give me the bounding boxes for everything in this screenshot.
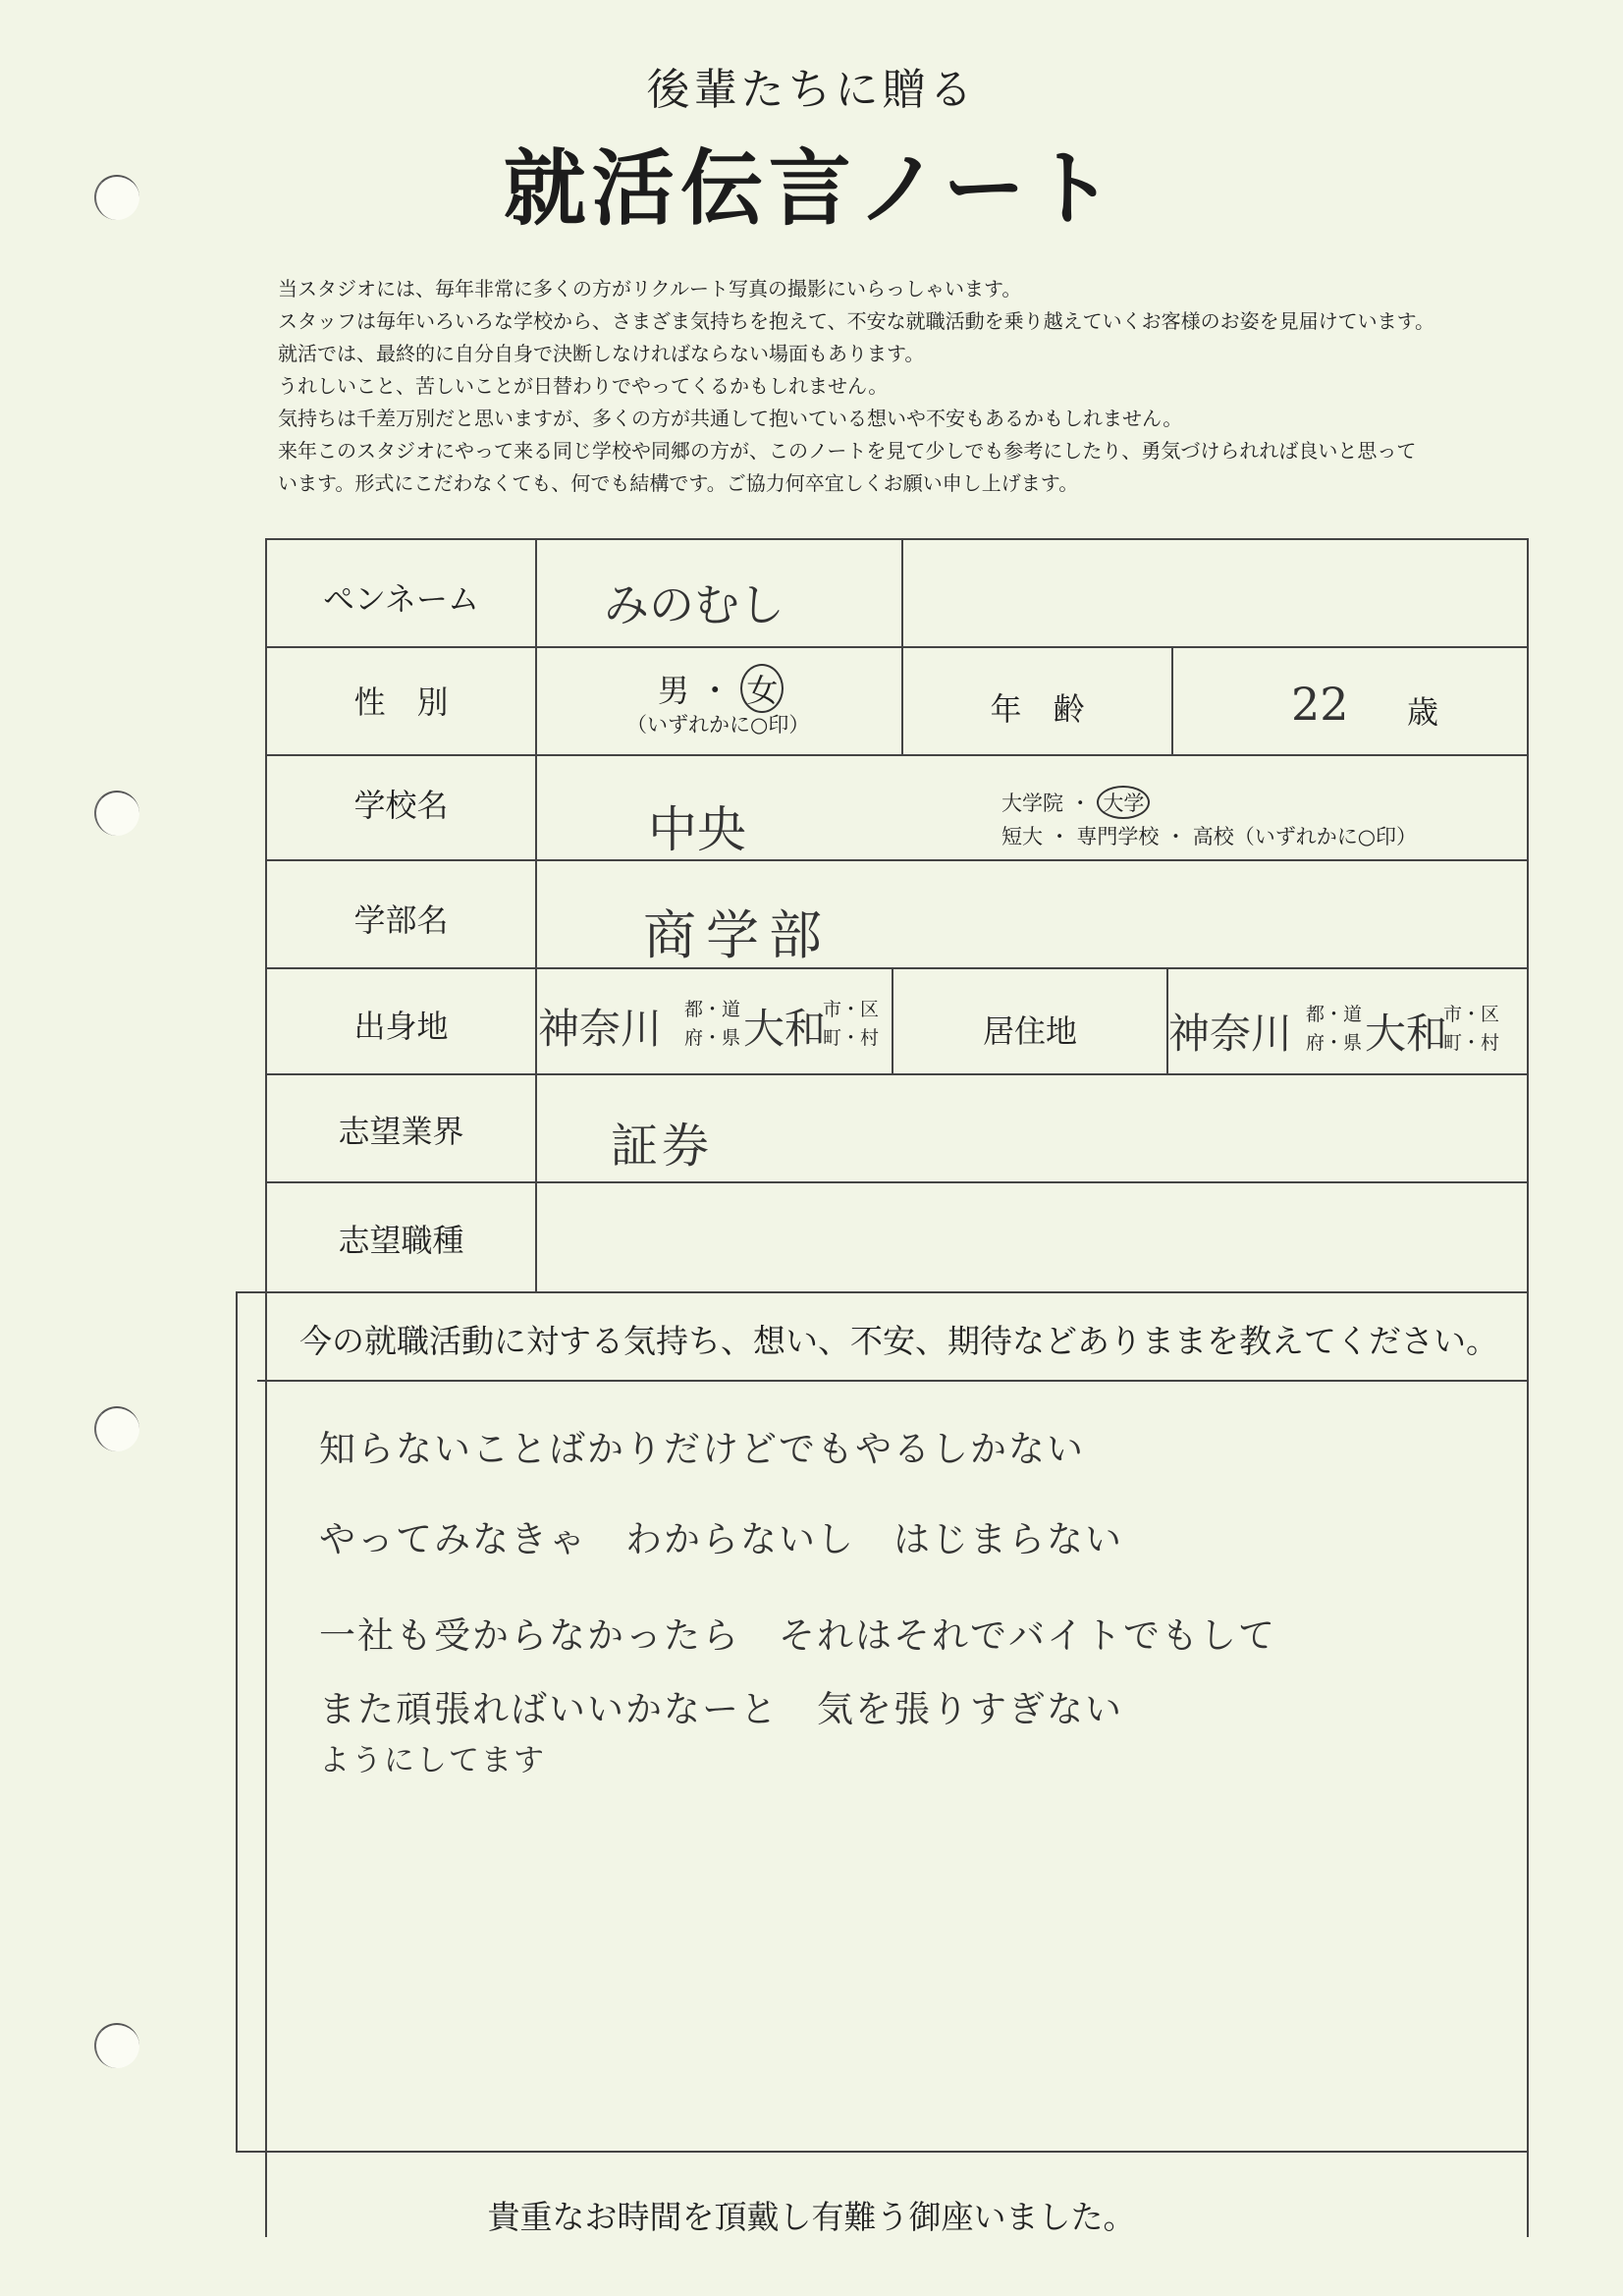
- residence-city-suffix-top: 市・区: [1443, 1004, 1500, 1025]
- gender-female-circled: 女: [740, 664, 784, 713]
- gender-male: 男: [658, 672, 690, 709]
- hometown-pref: 神奈川: [538, 1005, 663, 1053]
- residence-label: 居住地: [982, 1012, 1077, 1050]
- intro-line: うれしいこと、苦しいことが日替わりでやってくるかもしれません。: [278, 374, 889, 398]
- page-title: 就活伝言ノート: [503, 140, 1120, 237]
- gender-options: [658, 664, 784, 713]
- school-univ-circled: 大学: [1097, 786, 1150, 819]
- residence-city: 大和: [1365, 1010, 1448, 1058]
- industry-label: 志望業界: [338, 1113, 464, 1150]
- subtitle: 後輩たちに贈る: [646, 65, 977, 115]
- hometown-city-suffix-bottom: 町・村: [823, 1027, 880, 1049]
- gender-note: （いずれかに○印）: [626, 713, 810, 737]
- school-label: 学校名: [353, 787, 449, 824]
- intro-line: 来年このスタジオにやって来る同じ学校や同郷の方が、このノートを見て少しでも参考にしたり、勇気づけられれば良いと思って: [278, 439, 1417, 463]
- faculty-value: 商学部: [643, 904, 832, 966]
- hometown-label: 出身地: [353, 1008, 449, 1045]
- residence-pref-suffix-top: 都・道: [1306, 1004, 1363, 1025]
- industry-value: 証券: [611, 1119, 714, 1174]
- footer-thanks: 貴重なお時間を頂戴し有難う御座いました。: [487, 2198, 1136, 2236]
- school-value: 中央: [648, 801, 746, 858]
- question-text: 今の就職活動に対する気持ち、想い、不安、期待などありままを教えてください。: [299, 1322, 1498, 1360]
- residence-city-suffix-bottom: 町・村: [1443, 1032, 1500, 1054]
- hometown-city-suffix-top: 市・区: [823, 999, 880, 1020]
- punch-hole-3: [94, 1406, 139, 1451]
- answer-line: やってみなきゃ わからないし はじまらない: [319, 1518, 1123, 1560]
- intro-line: 気持ちは千差万別だと思いますが、多くの方が共通して抱いている想いや不安もあるかもしれません。: [278, 407, 1183, 430]
- faculty-label: 学部名: [353, 902, 449, 939]
- intro-line: 就活では、最終的に自分自身で決断しなければならない場面もあります。: [278, 342, 925, 365]
- school-separator: ・: [1069, 792, 1091, 815]
- hometown-city: 大和: [743, 1005, 827, 1053]
- pen-name-label: ペンネーム: [322, 580, 480, 618]
- residence-pref: 神奈川: [1168, 1010, 1293, 1058]
- school-options-line1: [1001, 786, 1150, 819]
- answer-line: ようにしてます: [319, 1743, 546, 1778]
- school-grad: 大学院: [1001, 792, 1063, 815]
- age-unit: 歳: [1407, 693, 1439, 731]
- answer-line: 知らないことばかりだけどでもやるしかない: [319, 1428, 1085, 1470]
- hometown-pref-suffix-top: 都・道: [684, 999, 741, 1020]
- gender-separator: ・: [699, 672, 731, 709]
- answer-line: また頑張ればいいかなーと 気を張りすぎない: [319, 1688, 1123, 1730]
- hometown-pref-suffix-bottom: 府・県: [684, 1027, 741, 1049]
- answer-line: 一社も受からなかったら それはそれでバイトでもして: [319, 1614, 1276, 1657]
- punch-hole-4: [94, 2023, 139, 2068]
- intro-line: スタッフは毎年いろいろな学校から、さまざま気持ちを抱えて、不安な就職活動を乗り越えていくお客様のお姿を見届けています。: [278, 309, 1434, 333]
- job-label: 志望職種: [338, 1222, 464, 1259]
- school-options-line2: 短大 ・ 専門学校 ・ 高校（いずれかに○印）: [1001, 825, 1418, 848]
- age-value: 22: [1291, 678, 1349, 731]
- punch-hole-2: [94, 791, 139, 836]
- age-label: 年 齢: [990, 690, 1085, 728]
- gender-label: 性 別: [353, 683, 449, 721]
- intro-line: います。形式にこだわなくても、何でも結構です。ご協力何卒宜しくお願い申し上げます。: [278, 471, 1079, 495]
- intro-line: 当スタジオには、毎年非常に多くの方がリクルート写真の撮影にいらっしゃいます。: [278, 277, 1022, 301]
- intro-text: [278, 273, 1603, 500]
- pen-name-value: みのむし: [604, 578, 784, 631]
- residence-pref-suffix-bottom: 府・県: [1306, 1032, 1363, 1054]
